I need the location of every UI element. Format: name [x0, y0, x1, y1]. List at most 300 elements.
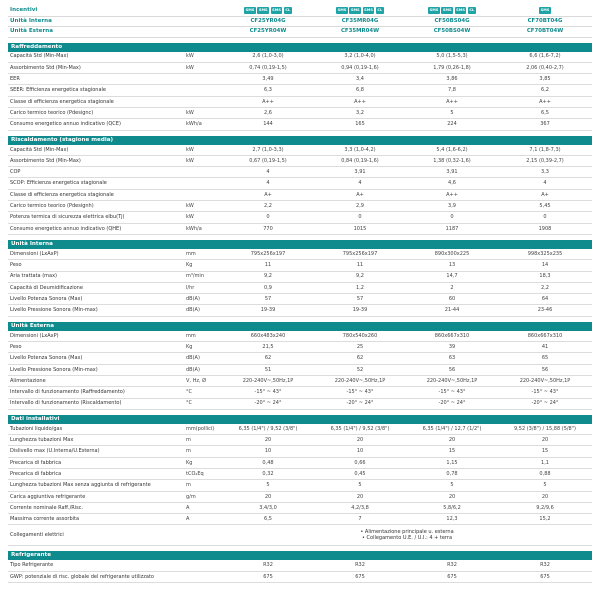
- spec-name: Alimentazione: [10, 377, 46, 384]
- badge: SMS: [272, 8, 281, 13]
- spec-value: 7,8: [448, 87, 456, 94]
- spec-value: 3,4/3,0: [259, 504, 277, 511]
- spec-value: R32: [263, 562, 273, 569]
- spec-value: 2,9: [356, 203, 364, 209]
- spec-value: 6,35 (1/4") / 9,52 (3/8"): [238, 425, 298, 432]
- spec-row: [8, 331, 592, 342]
- spec-value: 6,35 (1/4") / 12,7 (1/2"): [422, 425, 482, 432]
- spec-name: Potenza termica di sicurezza elettrica elbu(Tj): [10, 214, 125, 221]
- badge: SMS: [337, 8, 347, 13]
- spec-value: 52: [356, 366, 364, 373]
- spec-value: 3,86: [446, 76, 458, 83]
- spec-unit: kW: [186, 203, 194, 209]
- spec-row: [8, 108, 592, 119]
- spec-unit: Kg: [186, 343, 193, 350]
- spec-value: 3,91: [446, 169, 458, 176]
- spec-value: 0: [266, 214, 270, 221]
- spec-unit: mm: [186, 250, 196, 257]
- spec-value: 2,6: [264, 109, 272, 116]
- spec-value: 1,15: [446, 459, 458, 466]
- spec-value: 15: [541, 448, 549, 455]
- spec-value: A++: [446, 98, 458, 105]
- section: [8, 43, 592, 131]
- spec-value: 1,79 (0,26-1,8): [433, 64, 471, 71]
- badge-group-3: [406, 6, 498, 17]
- spec-unit: kW: [186, 109, 194, 116]
- spec-value: A+: [264, 191, 272, 198]
- badge: CL: [469, 8, 475, 13]
- spec-name: Corrente nominale Raff./Risc.: [10, 504, 84, 511]
- spec-value: 6,5: [264, 516, 272, 523]
- spec-value: 2,6 (1,0-3,0): [252, 53, 284, 60]
- spec-value: 0: [358, 214, 362, 221]
- model-esterna: CF35MR04W: [314, 27, 406, 38]
- spec-value: 220-240V~,50Hz,1P: [242, 377, 294, 384]
- spec-value: -20° ~ 24°: [438, 400, 466, 407]
- spec-unit: A: [186, 516, 190, 523]
- spec-row: [8, 446, 592, 457]
- spec-value: 144: [263, 121, 273, 128]
- spec-name: Collegamenti elettrici: [10, 532, 64, 539]
- spec-value: 2,06 (0,40-2,7): [526, 64, 564, 71]
- spec-name: Capacità Std (Min-Max): [10, 146, 69, 153]
- spec-name: Precarica di fabbrica: [10, 470, 62, 477]
- badge: SMS: [456, 8, 465, 13]
- spec-value: 60: [448, 296, 456, 303]
- spec-value: 998x325x235: [527, 250, 563, 257]
- spec-row: [8, 572, 592, 583]
- spec-value: 675: [447, 573, 457, 580]
- spec-value: -15° ~ 43°: [531, 389, 559, 396]
- wiring-note-line: • Alimentazione principale u. esterna: [360, 529, 454, 536]
- spec-row: [8, 387, 592, 398]
- spec-value: 0: [543, 214, 547, 221]
- spec-value: 675: [263, 573, 273, 580]
- spec-value: -20° ~ 24°: [254, 400, 282, 407]
- spec-row: [8, 97, 592, 108]
- spec-value: 9,2/9,6: [536, 504, 554, 511]
- spec-name: Livello Potenza Sonora (Max): [10, 355, 83, 362]
- spec-row: [8, 156, 592, 167]
- spec-value: 1908: [538, 225, 552, 232]
- spec-value: 2,15 (0,39-2,7): [526, 157, 564, 164]
- spec-value: 2,7 (1,0-3,3): [252, 146, 284, 153]
- spec-name: Peso: [10, 262, 22, 269]
- spec-value: 780x540x260: [342, 332, 378, 339]
- spec-value: -20° ~ 24°: [531, 400, 559, 407]
- spec-value: 0,45: [354, 470, 366, 477]
- spec-row: [8, 178, 592, 189]
- spec-name: Livello Pressione Sonora (Min-max): [10, 307, 98, 314]
- spec-unit: mm(pollici): [186, 425, 215, 432]
- spec-value: 20: [541, 493, 549, 500]
- spec-unit: °C: [186, 400, 192, 407]
- spec-value: 5: [450, 109, 454, 116]
- spec-row: [8, 376, 592, 387]
- spec-value: 3,2: [356, 109, 364, 116]
- spec-value: R32: [355, 562, 365, 569]
- spec-name: Massima corrente assorbita: [10, 516, 80, 523]
- spec-value: A+: [356, 191, 364, 198]
- spec-unit: kW: [186, 214, 194, 221]
- section-title: Unità Interna: [8, 240, 592, 249]
- spec-unit: m: [186, 448, 191, 455]
- spec-unit: kW: [186, 146, 194, 153]
- spec-value: 0,78: [446, 470, 458, 477]
- badge-group-1: [222, 6, 314, 17]
- spec-value: 0,84 (0,19-1,6): [341, 157, 379, 164]
- spec-value: 860x667x310: [527, 332, 563, 339]
- spec-value: 65: [541, 355, 549, 362]
- spec-row: [8, 272, 592, 283]
- spec-unit: °C: [186, 389, 192, 396]
- header-row-unita-esterna: [8, 27, 592, 38]
- spec-row: [8, 249, 592, 260]
- spec-value: 675: [540, 573, 550, 580]
- spec-row: [8, 435, 592, 446]
- spec-row: [8, 74, 592, 85]
- spec-value: 21-44: [444, 307, 460, 314]
- spec-name: Carico termico teorico (Pdesignh): [10, 203, 94, 209]
- spec-row: [8, 283, 592, 294]
- spec-value: 11: [356, 262, 364, 269]
- spec-value: 39: [448, 343, 456, 350]
- spec-value: 6,6 (1,6-7,2): [529, 53, 561, 60]
- spec-sheet: [8, 0, 592, 583]
- spec-value: A+: [541, 191, 549, 198]
- section: [8, 136, 592, 235]
- spec-unit: m: [186, 437, 191, 444]
- spec-value: 5: [266, 482, 270, 489]
- section-title: Dati installativi: [8, 415, 592, 424]
- spec-value: 20: [448, 493, 456, 500]
- spec-value: 3,9: [448, 203, 456, 209]
- spec-value: 3,49: [262, 76, 274, 83]
- spec-name: GWP: potenziale di risc. globale del refrigerante utilizzato: [10, 573, 154, 580]
- spec-name: Intervallo di funzionamento (Riscaldamento): [10, 400, 122, 407]
- spec-value: 3,91: [354, 169, 366, 176]
- spec-value: -15° ~ 43°: [254, 389, 282, 396]
- spec-value: 2,2: [541, 284, 549, 291]
- spec-value: 1187: [445, 225, 459, 232]
- spec-row: [8, 424, 592, 435]
- spec-value: 3,4: [356, 76, 364, 83]
- spec-value: 2: [450, 284, 454, 291]
- badge: CL: [285, 8, 291, 13]
- spec-value: 0,74 (0,19-1,5): [249, 64, 287, 71]
- spec-name: Livello Pressione Sonora (Min-max): [10, 366, 98, 373]
- spec-value: 3,3 (1,0-4,2): [344, 146, 376, 153]
- spec-value: 41: [541, 343, 549, 350]
- spec-value: 13: [448, 262, 456, 269]
- badge: SMS: [245, 8, 255, 13]
- spec-unit: kW: [186, 157, 194, 164]
- spec-value: 10: [356, 448, 364, 455]
- spec-unit: l/hr: [186, 284, 195, 291]
- spec-row: [8, 167, 592, 178]
- spec-row: [8, 63, 592, 74]
- spec-row: [8, 212, 592, 223]
- spec-row: [8, 85, 592, 96]
- spec-unit: dB(A): [186, 355, 200, 362]
- wiring-note-line: • Collegamento U.E. / U.I.: 4 + terra: [361, 535, 453, 542]
- section-title: Refrigerante: [8, 551, 592, 560]
- model-interna: CF25YR04G: [222, 17, 314, 28]
- spec-value: A++: [539, 98, 551, 105]
- model-esterna: CF25YR04W: [222, 27, 314, 38]
- spec-name: Capacità Std (Min-Max): [10, 53, 69, 60]
- spec-value: 367: [540, 121, 550, 128]
- wiring-note: [222, 529, 592, 542]
- spec-value: 5,4 (1,6-6,2): [436, 146, 468, 153]
- spec-value: 220-240V~,50Hz,1P: [426, 377, 478, 384]
- spec-row: [8, 145, 592, 156]
- section-title: Unità Esterna: [8, 322, 592, 331]
- spec-value: 18,3: [539, 273, 551, 280]
- spec-name: Carica aggiuntiva refrigerante: [10, 493, 86, 500]
- header-row-unita-interna: [8, 17, 592, 28]
- spec-value: 4: [543, 180, 547, 187]
- spec-row: [8, 52, 592, 63]
- spec-row: [8, 399, 592, 410]
- spec-value: 6,2: [541, 87, 549, 94]
- spec-value: A++: [446, 191, 458, 198]
- spec-value: 6,8: [356, 87, 364, 94]
- spec-row: [8, 342, 592, 353]
- spec-value: 0,66: [354, 459, 366, 466]
- spec-value: A++: [354, 98, 366, 105]
- spec-value: 3,85: [539, 76, 551, 83]
- spec-value: 12,3: [446, 516, 458, 523]
- spec-name: Tubazioni liquido/gas: [10, 425, 63, 432]
- spec-value: 4: [266, 169, 270, 176]
- spec-value: -15° ~ 43°: [438, 389, 466, 396]
- spec-row-note: [8, 525, 592, 546]
- spec-value: 1,2: [356, 284, 364, 291]
- spec-name: Carico termico teorico (Pdesignc): [10, 109, 94, 116]
- badge-group-2: [314, 6, 406, 17]
- spec-row: [8, 353, 592, 364]
- spec-value: 890x300x225: [434, 250, 470, 257]
- spec-value: 20: [264, 493, 272, 500]
- spec-value: 4: [266, 180, 270, 187]
- spec-value: 0,67 (0,19-1,5): [249, 157, 287, 164]
- spec-value: 1015: [353, 225, 367, 232]
- spec-value: 56: [541, 366, 549, 373]
- spec-name: Intervallo di funzionamento (Raffreddamento): [10, 389, 125, 396]
- spec-value: 4,2/3,8: [351, 504, 369, 511]
- spec-value: 7,1 (1,8-7,3): [529, 146, 561, 153]
- spec-value: 4,6: [448, 180, 456, 187]
- badge: SMS: [258, 8, 268, 13]
- spec-name: Dimensioni (LxAxP): [10, 332, 59, 339]
- spec-value: 0: [450, 214, 454, 221]
- spec-value: -15° ~ 43°: [346, 389, 374, 396]
- spec-value: 860x667x310: [434, 332, 470, 339]
- spec-value: 6,5: [541, 109, 549, 116]
- spec-value: 0,32: [262, 470, 274, 477]
- spec-value: 10: [264, 448, 272, 455]
- spec-value: -20° ~ 24°: [346, 400, 374, 407]
- spec-name: Precarica di fabbrica: [10, 459, 62, 466]
- spec-sections: [8, 43, 592, 584]
- model-interna: CF35MR04G: [314, 17, 406, 28]
- section: [8, 551, 592, 583]
- spec-value: 11: [264, 262, 272, 269]
- spec-value: 57: [264, 296, 272, 303]
- spec-value: 7: [358, 516, 362, 523]
- spec-value: 21,5: [262, 343, 274, 350]
- spec-name: SEER: Efficienza energetica stagionale: [10, 87, 106, 94]
- spec-row: [8, 514, 592, 525]
- spec-value: 5: [543, 482, 547, 489]
- spec-value: 51: [264, 366, 272, 373]
- spec-value: 9,2: [356, 273, 364, 280]
- spec-value: 2,2: [264, 203, 272, 209]
- incentivi-label: Incentivi: [8, 6, 222, 17]
- spec-value: 1,38 (0,32-1,6): [433, 157, 471, 164]
- spec-unit: kWh/a: [186, 225, 202, 232]
- spec-name: Peso: [10, 343, 22, 350]
- spec-row: [8, 305, 592, 316]
- spec-row: [8, 458, 592, 469]
- spec-value: 6,3: [264, 87, 272, 94]
- spec-value: 20: [541, 437, 549, 444]
- spec-name: Classe di efficienza energetica stagionale: [10, 98, 114, 105]
- spec-value: 15,2: [539, 516, 551, 523]
- spec-unit: kWh/a: [186, 121, 202, 128]
- spec-name: Livello Potenza Sonora (Max): [10, 296, 83, 303]
- spec-value: 25: [356, 343, 364, 350]
- spec-value: 4: [358, 180, 362, 187]
- spec-unit: A: [186, 504, 190, 511]
- spec-value: A++: [262, 98, 274, 105]
- spec-value: 20: [356, 437, 364, 444]
- spec-name: Classe di efficienza energetica stagionale: [10, 191, 114, 198]
- header-row-incentivi: [8, 6, 592, 17]
- spec-name: Consumo energetico annuo indicativo (QCE): [10, 121, 121, 128]
- spec-value: 220-240V~,50Hz,1P: [334, 377, 386, 384]
- spec-row: [8, 503, 592, 514]
- badge-group-4: [498, 6, 592, 17]
- spec-value: 62: [264, 355, 272, 362]
- model-esterna: CF50BS04W: [406, 27, 498, 38]
- spec-value: 770: [263, 225, 273, 232]
- spec-value: 220-240V~,50Hz,1P: [519, 377, 571, 384]
- spec-value: 0,88: [539, 470, 551, 477]
- spec-value: 3,2 (1,0-4,0): [344, 53, 376, 60]
- spec-value: 0,48: [262, 459, 274, 466]
- spec-value: 9,2: [264, 273, 272, 280]
- spec-name: Tipo Refrigerante: [10, 562, 54, 569]
- badge: SMS: [364, 8, 373, 13]
- spec-row: [8, 224, 592, 235]
- spec-value: 675: [355, 573, 365, 580]
- spec-value: 3,3: [541, 169, 549, 176]
- spec-value: 63: [448, 355, 456, 362]
- spec-value: R32: [540, 562, 550, 569]
- spec-unit: m³/min: [186, 273, 204, 280]
- spec-name: Dislivello max (U.Interna/U.Esterna): [10, 448, 100, 455]
- spec-name: Assorbimento Std (Min-Max): [10, 157, 81, 164]
- spec-value: 795x256x197: [250, 250, 286, 257]
- spec-value: 23-46: [537, 307, 553, 314]
- spec-value: R32: [447, 562, 457, 569]
- model-interna: CF50BS04G: [406, 17, 498, 28]
- spec-value: 9,52 (3/8") / 15,88 (5/8"): [514, 425, 576, 432]
- spec-value: 20: [356, 493, 364, 500]
- spec-name: Capacità di Deumidificazione: [10, 284, 83, 291]
- spec-value: 64: [541, 296, 549, 303]
- spec-unit: kW: [186, 64, 194, 71]
- spec-name: Consumo energetico annuo indicativo (QHE): [10, 225, 122, 232]
- spec-row: [8, 480, 592, 491]
- section: [8, 322, 592, 410]
- spec-unit: dB(A): [186, 296, 200, 303]
- spec-row: [8, 365, 592, 376]
- section: [8, 415, 592, 547]
- badge: SMS: [442, 8, 452, 13]
- spec-unit: Kg: [186, 459, 193, 466]
- spec-value: 56: [448, 366, 456, 373]
- spec-name: COP: [10, 169, 21, 176]
- spec-value: 660x483x240: [250, 332, 286, 339]
- spec-unit: tCO₂Eq: [186, 470, 204, 477]
- spec-value: 224: [447, 121, 457, 128]
- spec-row: [8, 492, 592, 503]
- spec-unit: kW: [186, 53, 194, 60]
- spec-unit: Kg: [186, 262, 193, 269]
- spec-name: Dimensioni (LxAxP): [10, 250, 59, 257]
- spec-value: 165: [355, 121, 365, 128]
- spec-value: 14: [541, 262, 549, 269]
- spec-value: 5,8/6,2: [443, 504, 461, 511]
- spec-value: 0,9: [264, 284, 272, 291]
- spec-unit: dB(A): [186, 307, 200, 314]
- unita-interna-label: Unità Interna: [8, 17, 222, 28]
- spec-value: 5,45: [539, 203, 551, 209]
- spec-value: 20: [448, 437, 456, 444]
- spec-value: 5: [358, 482, 362, 489]
- model-esterna: CF70BT04W: [498, 27, 592, 38]
- spec-row: [8, 560, 592, 571]
- spec-unit: m: [186, 482, 191, 489]
- spec-value: 6,35 (1/4") / 9,52 (3/8"): [330, 425, 390, 432]
- spec-name: Assorbimento Std (Min-Max): [10, 64, 81, 71]
- spec-name: SCOP: Efficienza energetica stagionale: [10, 180, 107, 187]
- spec-row: [8, 190, 592, 201]
- spec-row: [8, 469, 592, 480]
- spec-row: [8, 294, 592, 305]
- spec-value: 14,7: [446, 273, 458, 280]
- spec-row: [8, 260, 592, 271]
- spec-unit: g/m: [186, 493, 196, 500]
- spec-value: 5: [450, 482, 454, 489]
- spec-row: [8, 201, 592, 212]
- spec-value: 20: [264, 437, 272, 444]
- badge: SMS: [350, 8, 360, 13]
- spec-value: 57: [356, 296, 364, 303]
- unita-esterna-label: Unità Esterna: [8, 27, 222, 38]
- badge: SMS: [540, 8, 550, 13]
- spec-value: 19-39: [260, 307, 276, 314]
- spec-name: EER: [10, 76, 20, 83]
- spec-value: 795x256x197: [342, 250, 378, 257]
- badge: CL: [377, 8, 383, 13]
- section-title: Riscaldamento (stagione media): [8, 136, 592, 145]
- spec-value: 15: [448, 448, 456, 455]
- spec-value: 62: [356, 355, 364, 362]
